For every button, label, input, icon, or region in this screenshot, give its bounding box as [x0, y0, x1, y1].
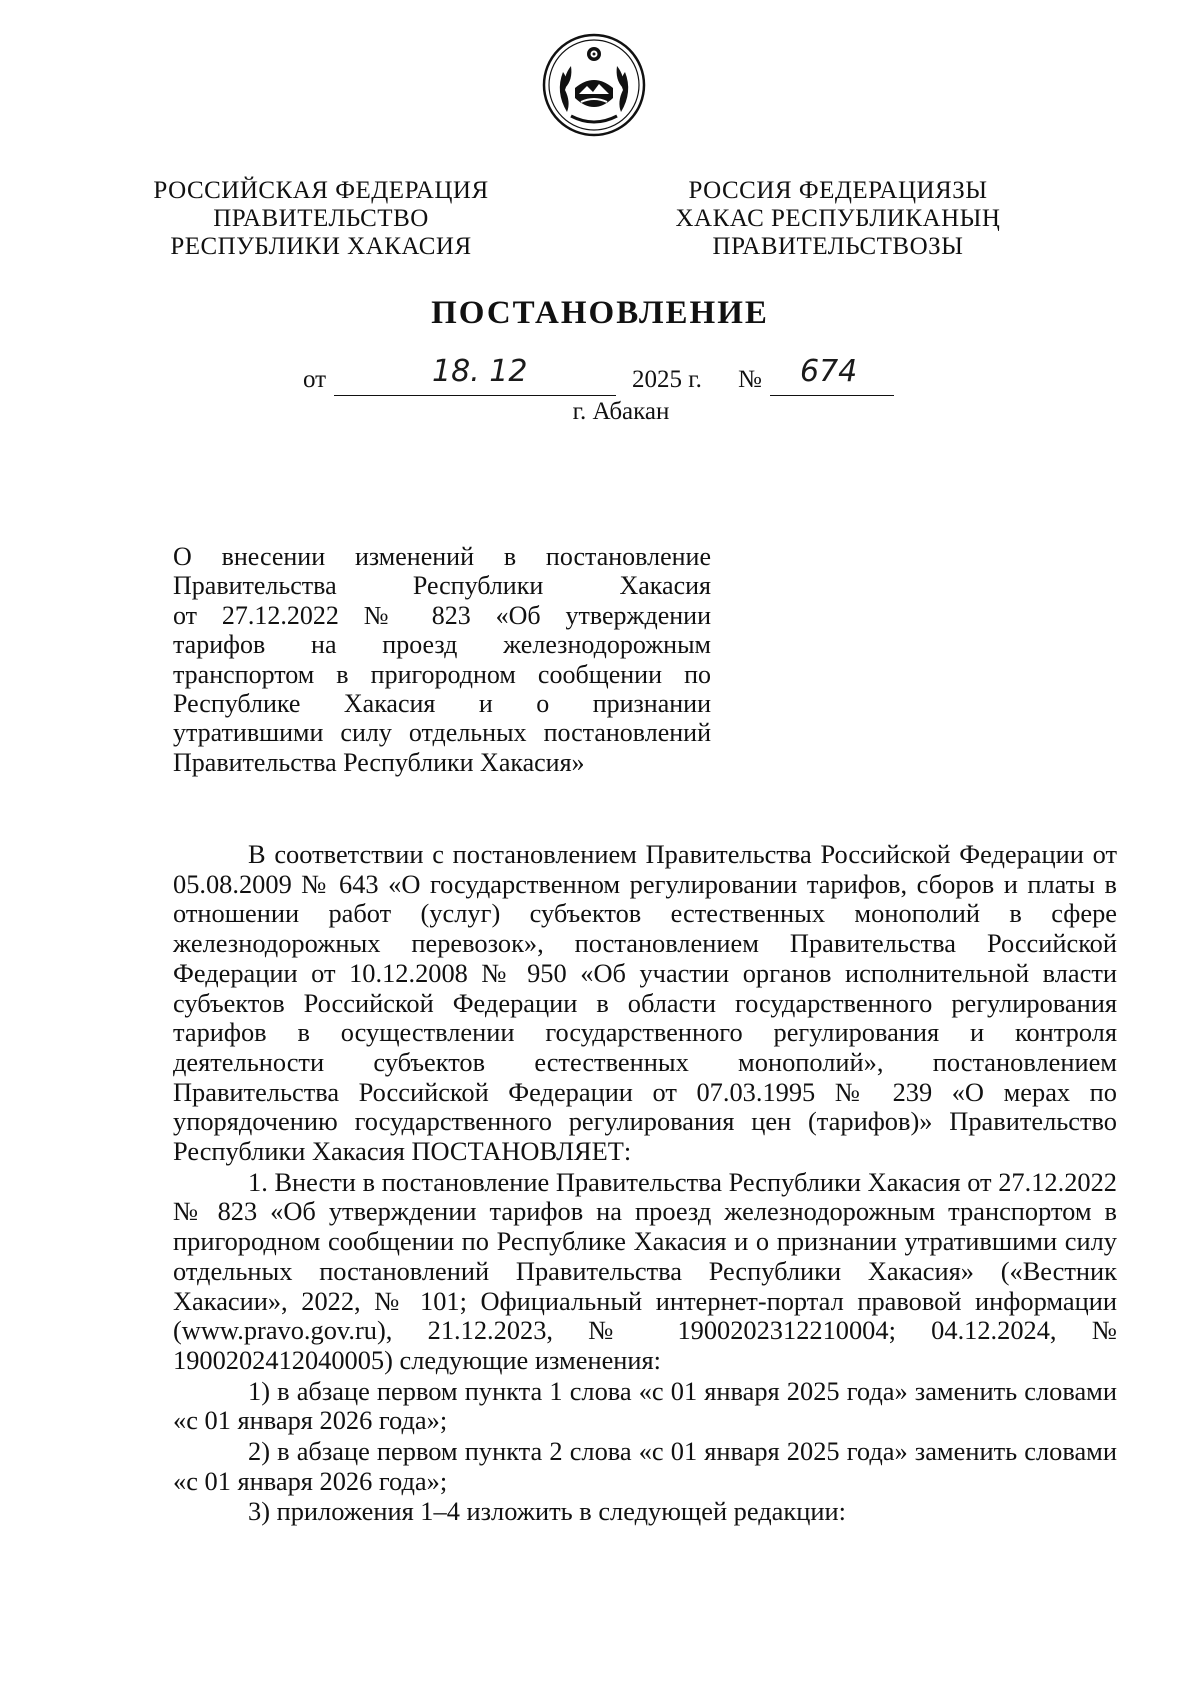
header-left-russian	[111, 177, 531, 261]
subject-line: Правительства Республики Хакасия»	[173, 747, 585, 777]
coat-of-arms-emblem	[541, 32, 647, 138]
subitem-3-paragraph: 3) приложения 1–4 изложить в следующей редакции:	[248, 1496, 846, 1527]
from-label: от	[303, 366, 327, 393]
item-1-paragraph: 1. Внести в постановление Правительства Республики Хакасия от 27.12.2022 № 823 «Об утверждении тарифов на проезд железнодорожным транспортом в пригородном сообщении по Республике Хакасия и о признании утратившими силу отдельных постановлений Правительства Республики Хакасия» («Вестник Хакасии», 2022, № 101; Официальный интернет-портал правовой информации (www.pravo.gov.ru), 21.12.2023, № 1900202312210004; 04.12.2024, № 1900202412040005) следующие изменения:	[173, 1166, 1117, 1375]
preamble-paragraph: В соответствии с постановлением Правительства Российской Федерации от 05.08.2009 № 643 «О государственном регулировании тарифов, сборов и платы в отношении работ (услуг) субъектов естественных монополий в сфере железнодорожных перевозок», постановлением Правительства Российской Федерации от 10.12.2008 № 950 «Об участии органов исполнительной власти субъектов Российской Федерации в области государственного регулирования тарифов в осуществлении государственного регулирования и контроля деятельности субъектов естественных монополий», постановлением Правительства Российской Федерации от 07.03.1995 № 239 «О мерах по упорядочению государственного регулирования цен (тарифов)» Правительство Республики Хакасия ПОСТАНОВЛЯЕТ:	[173, 839, 1117, 1167]
date-number-line	[0, 354, 1200, 402]
header-left-line: РЕСПУБЛИКИ ХАКАСИЯ	[170, 233, 472, 260]
city-line: г. Абакан	[572, 398, 670, 425]
subject-line: от 27.12.2022 № 823 «Об утверждении	[173, 600, 711, 630]
date-underline	[334, 395, 616, 396]
subject-line: тарифов на проезд железнодорожным	[173, 630, 711, 660]
subject-line: О внесении изменений в постановление	[173, 542, 711, 571]
number-underline	[770, 395, 894, 396]
handwritten-number: 674	[800, 354, 858, 389]
year-label: 2025 г.	[632, 366, 702, 393]
header-right-line: ХАКАС РЕСПУБЛИКАНЫҢ	[675, 205, 1001, 232]
document-subject	[173, 542, 711, 777]
header-right-line: ПРАВИТЕЛЬСТВОЗЫ	[712, 233, 964, 260]
subject-line: утратившими силу отдельных постановлений	[173, 718, 711, 748]
header-left-line: РОССИЙСКАЯ ФЕДЕРАЦИЯ	[153, 177, 489, 204]
header-right-line: РОССИЯ ФЕДЕРАЦИЯЗЫ	[688, 177, 988, 204]
document-title: ПОСТАНОВЛЕНИЕ	[431, 295, 769, 331]
header-right-khakas	[628, 177, 1048, 261]
subitem-1-paragraph: 1) в абзаце первом пункта 1 слова «с 01 января 2025 года» заменить словами «с 01 января 2026 года»;	[173, 1375, 1117, 1436]
handwritten-date: 18. 12	[432, 354, 528, 389]
subitem-2-paragraph: 2) в абзаце первом пункта 2 слова «с 01 января 2025 года» заменить словами «с 01 января 2026 года»;	[173, 1436, 1117, 1496]
document-body	[173, 840, 1117, 1527]
subject-line: транспортом в пригородном сообщении по	[173, 659, 711, 689]
subject-line: Республике Хакасия и о признании	[173, 689, 711, 719]
subject-line: Правительства Республики Хакасия	[173, 571, 711, 601]
number-label: №	[738, 366, 762, 393]
header-left-line: ПРАВИТЕЛЬСТВО	[213, 205, 429, 232]
